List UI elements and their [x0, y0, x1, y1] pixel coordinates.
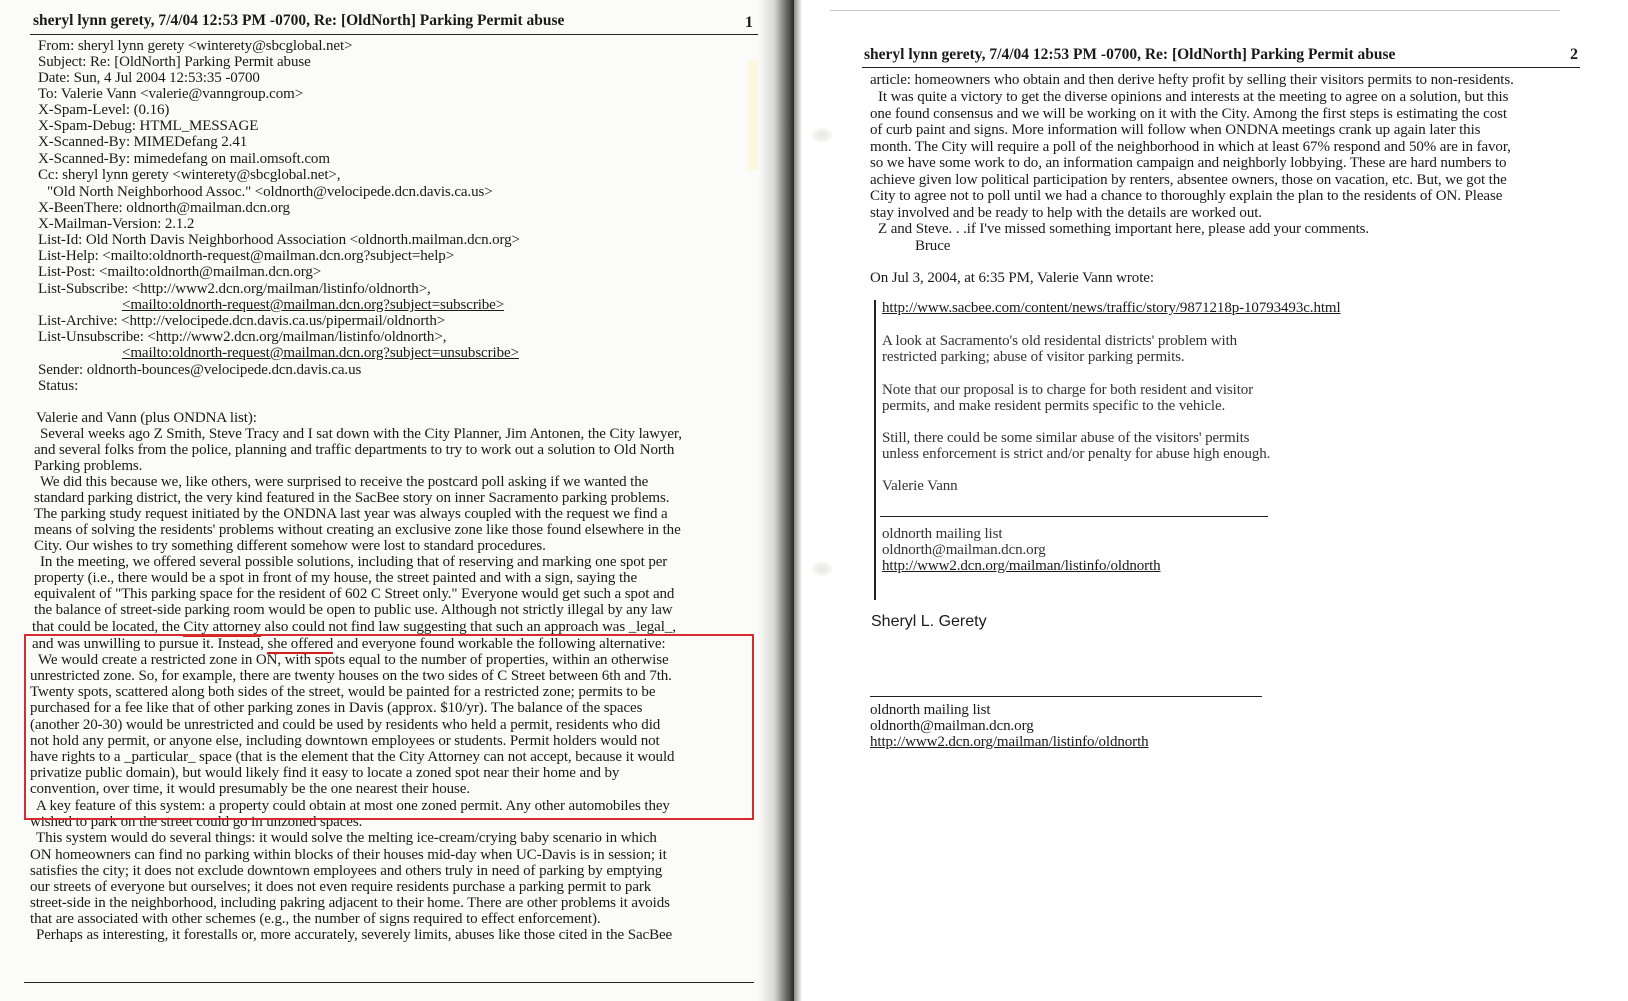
- header-spam-level: X-Spam-Level: (0.16): [38, 102, 170, 118]
- body-line: stay involved and be ready to help with the details are worked out.: [870, 205, 1262, 221]
- body-line-city-attorney: that could be located, the City attorney also could not find law suggesting that such an approach was _legal_,: [32, 619, 676, 635]
- body-line: This system would do several things: it would solve the melting ice-cream/crying baby scenario in which: [36, 830, 657, 846]
- red-annotation-box: [24, 634, 754, 820]
- body-line: We would create a restricted zone in ON, with spots equal to the number of properties, within an otherwise: [38, 652, 669, 668]
- top-rule: [830, 10, 1560, 11]
- header-rule: [30, 34, 758, 35]
- quote-line: Note that our proposal is to charge for both resident and visitor: [882, 382, 1254, 398]
- punch-hole-mark: [812, 128, 832, 142]
- quote-line: permits, and make resident permits specific to the vehicle.: [882, 398, 1226, 414]
- body-line: and several folks from the police, planning and traffic departments to try to work out a solution to Old North: [34, 442, 675, 458]
- header-scanned-by: X-Scanned-By: MIMEDefang 2.41: [38, 134, 248, 150]
- header-list-subscribe: List-Subscribe: <http://www2.dcn.org/mailman/listinfo/oldnorth>,: [38, 281, 431, 297]
- body-line: privatize public domain), but would likely find it easy to locate a zoned spot near their home and by: [30, 765, 620, 781]
- header-status: Status:: [38, 378, 79, 394]
- body-line: month. The City will require a poll of the neighborhood in which at least 67% respond and 50% are in favor,: [870, 139, 1511, 155]
- body-line: The parking study request initiated by the ONDNA last year was always coupled with the request we find a: [34, 506, 668, 522]
- body-line: Z and Steve. . .if I've missed something important here, please add your comments.: [878, 221, 1370, 237]
- book-gutter-shadow-right: [794, 0, 802, 1001]
- body-line: convention, over time, it would presumably be the one nearest their house.: [30, 781, 470, 797]
- body-line: City. Our wishes to try something different somehow were lost to standard procedures.: [34, 538, 546, 554]
- body-line: standard parking district, the very kind featured in the SacBee story on inner Sacramento parking problems.: [34, 490, 670, 506]
- highlight-she-offered: she offered: [267, 636, 334, 652]
- body-line: Several weeks ago Z Smith, Steve Tracy and I sat down with the City Planner, Jim Antonen, the City lawyer,: [40, 426, 682, 442]
- body-line: street-side in the neighborhood, including pakring adjacent to their home. There are other problems it avoids: [30, 895, 670, 911]
- signature: Sheryl L. Gerety: [871, 613, 987, 630]
- quote-line: unless enforcement is strict and/or penalty for abuse high enough.: [882, 446, 1271, 462]
- header-from: From: sheryl lynn gerety <winterety@sbcglobal.net>: [38, 38, 353, 54]
- header-list-help: List-Help: <mailto:oldnorth-request@mailman.dcn.org?subject=help>: [38, 248, 455, 264]
- page-1-header: sheryl lynn gerety, 7/4/04 12:53 PM -0700, Re: [OldNorth] Parking Permit abuse: [33, 12, 565, 29]
- body-line: Parking problems.: [34, 458, 143, 474]
- signoff-bruce: Bruce: [915, 238, 951, 254]
- body-line: one found consensus and we will be working on it with the City. Among the first steps is estimating the cost: [870, 106, 1507, 122]
- header-list-subscribe-mailto: <mailto:oldnorth-request@mailman.dcn.org?subject=subscribe>: [122, 297, 505, 313]
- footer-list-link[interactable]: http://www2.dcn.org/mailman/listinfo/oldnorth: [870, 734, 1149, 750]
- body-line: of curb paint and signs. More information will follow when ONDNA meetings crank up again later this: [870, 122, 1481, 138]
- quote-footer-rule: [880, 516, 1268, 517]
- body-line: We did this because we, like others, were surprised to receive the postcard poll asking if we wanted the: [40, 474, 649, 490]
- body-line: ON homeowners can find no parking within blocks of their houses mid-day when UC-Davis is in session; it: [30, 847, 667, 863]
- page-2-header-rule: [862, 67, 1580, 68]
- footer-list-name: oldnorth mailing list: [870, 702, 991, 718]
- header-scanned-by-2: X-Scanned-By: mimedefang on mail.omsoft.com: [38, 151, 330, 167]
- body-line: that are associated with other schemes (e.g., the number of signs required to effect enforcement).: [30, 911, 601, 927]
- page-1: [0, 0, 790, 1001]
- body-line: City to agree not to poll until we had a chance to thoroughly explain the plan to the residents of ON. Please: [870, 188, 1503, 204]
- page-2-number: 2: [1570, 46, 1578, 63]
- header-list-archive: List-Archive: <http://velocipede.dcn.davis.ca.us/pipermail/oldnorth>: [38, 313, 446, 329]
- body-line: the balance of street-side parking room would be open to public use. Although not strictly illegal by any law: [34, 602, 673, 618]
- footer-rule: [870, 696, 1262, 697]
- header-list-id: List-Id: Old North Davis Neighborhood Association <oldnorth.mailman.dcn.org>: [38, 232, 520, 248]
- body-line: our streets of everyone but ourselves; it does not even require residents purchase a parking permit to park: [30, 879, 652, 895]
- quote-line: A look at Sacramento's old residental districts' problem with: [882, 333, 1238, 349]
- body-line: so we have some work to do, an information campaign and neighborly lobbying. These are hard numbers to: [870, 155, 1507, 171]
- body-line: satisfies the city; it does not exclude downtown employees and others truly in need of parking by emptying: [30, 863, 663, 879]
- header-to: To: Valerie Vann <valerie@vanngroup.com>: [38, 86, 304, 102]
- body-line: It was quite a victory to get the diverse opinions and interests at the meeting to agree on a solution, but this: [878, 89, 1509, 105]
- header-list-unsubscribe-mailto: <mailto:oldnorth-request@mailman.dcn.org?subject=unsubscribe>: [122, 345, 519, 361]
- quote-bar: [874, 300, 876, 600]
- quote-signoff: Valerie Vann: [882, 478, 958, 494]
- header-sender: Sender: oldnorth-bounces@velocipede.dcn.davis.ca.us: [38, 362, 362, 378]
- body-line: property (i.e., there would be a spot in front of my house, the street painted and with a sign, saying the: [34, 570, 638, 586]
- quote-line: Still, there could be some similar abuse of the visitors' permits: [882, 430, 1250, 446]
- header-date: Date: Sun, 4 Jul 2004 12:53:35 -0700: [38, 70, 260, 86]
- body-line: not hold any permit, or anyone else, including downtown employees or students. Permit holders would not: [30, 733, 660, 749]
- punch-hole-mark: [812, 562, 832, 576]
- body-line: article: homeowners who obtain and then derive hefty profit by selling their visitors permits to non-residents.: [870, 72, 1514, 88]
- footer-rule: [24, 982, 754, 983]
- body-line: wished to park on the street could go in unzoned spaces.: [30, 814, 363, 830]
- quote-footer-line: oldnorth@mailman.dcn.org: [882, 542, 1046, 558]
- body-line: unrestricted zone. So, for example, there are twenty houses on the two sides of C Street between 6th and 7th.: [30, 668, 672, 684]
- body-line: In the meeting, we offered several possible solutions, including that of reserving and marking one spot per: [40, 554, 668, 570]
- body-line: (another 20-30) would be unrestricted and could be used by residents who held a permit, residents who did: [30, 717, 661, 733]
- body-line: Twenty spots, scattered along both sides of the street, would be painted for a restricted zone; permits to be: [30, 684, 656, 700]
- header-list-unsubscribe: List-Unsubscribe: <http://www2.dcn.org/mailman/listinfo/oldnorth>,: [38, 329, 447, 345]
- body-line-she-offered: and was unwilling to pursue it. Instead, she offered and everyone found workable the following alternative:: [32, 636, 666, 652]
- quote-link[interactable]: http://www.sacbee.com/content/news/traffic/story/9871218p-10793493c.html: [882, 300, 1341, 316]
- header-mailman-version: X-Mailman-Version: 2.1.2: [38, 216, 195, 232]
- page-2-header: sheryl lynn gerety, 7/4/04 12:53 PM -0700, Re: [OldNorth] Parking Permit abuse: [864, 46, 1396, 63]
- salutation: Valerie and Vann (plus ONDNA list):: [36, 410, 257, 426]
- body-line: achieve given low political participation by renters, absentee owners, those on vacation, etc. But, we got the: [870, 172, 1507, 188]
- header-cc: Cc: sheryl lynn gerety <winterety@sbcglobal.net>,: [38, 167, 341, 183]
- book-gutter-shadow: [758, 0, 794, 1001]
- header-subject: Subject: Re: [OldNorth] Parking Permit abuse: [38, 54, 311, 70]
- body-line: Perhaps as interesting, it forestalls or, more accurately, severely limits, abuses like those cited in the SacBee: [36, 927, 673, 943]
- quote-footer-link[interactable]: http://www2.dcn.org/mailman/listinfo/oldnorth: [882, 558, 1161, 574]
- footer-list-email: oldnorth@mailman.dcn.org: [870, 718, 1034, 734]
- quote-footer-line: oldnorth mailing list: [882, 526, 1003, 542]
- body-line: A key feature of this system: a property could obtain at most one zoned permit. Any other automobiles they: [36, 798, 670, 814]
- page-1-number: 1: [745, 14, 753, 31]
- header-spam-debug: X-Spam-Debug: HTML_MESSAGE: [38, 118, 259, 134]
- body-line: purchased for a fee like that of other parking zones in Davis (approx. $10/yr). The balance of the spaces: [30, 700, 643, 716]
- header-beenthere: X-BeenThere: oldnorth@mailman.dcn.org: [38, 200, 290, 216]
- body-line: means of solving the residents' problems without creating an exclusive zone like those found elsewhere in the: [34, 522, 681, 538]
- header-list-post: List-Post: <mailto:oldnorth@mailman.dcn.org>: [38, 264, 322, 280]
- body-line: have rights to a _particular_ space (that is the element that the City Attorney can not accept, because it would: [30, 749, 675, 765]
- body-line: equivalent of "This parking space for the resident of 602 C Street only." Everyone would get such a spot and: [34, 586, 675, 602]
- header-cc-2: "Old North Neighborhood Assoc." <oldnorth@velocipede.dcn.davis.ca.us>: [47, 184, 493, 200]
- highlight-city-attorney: City attorney: [183, 619, 261, 635]
- quote-intro: On Jul 3, 2004, at 6:35 PM, Valerie Vann wrote:: [870, 270, 1154, 286]
- quote-line: restricted parking; abuse of visitor parking permits.: [882, 349, 1185, 365]
